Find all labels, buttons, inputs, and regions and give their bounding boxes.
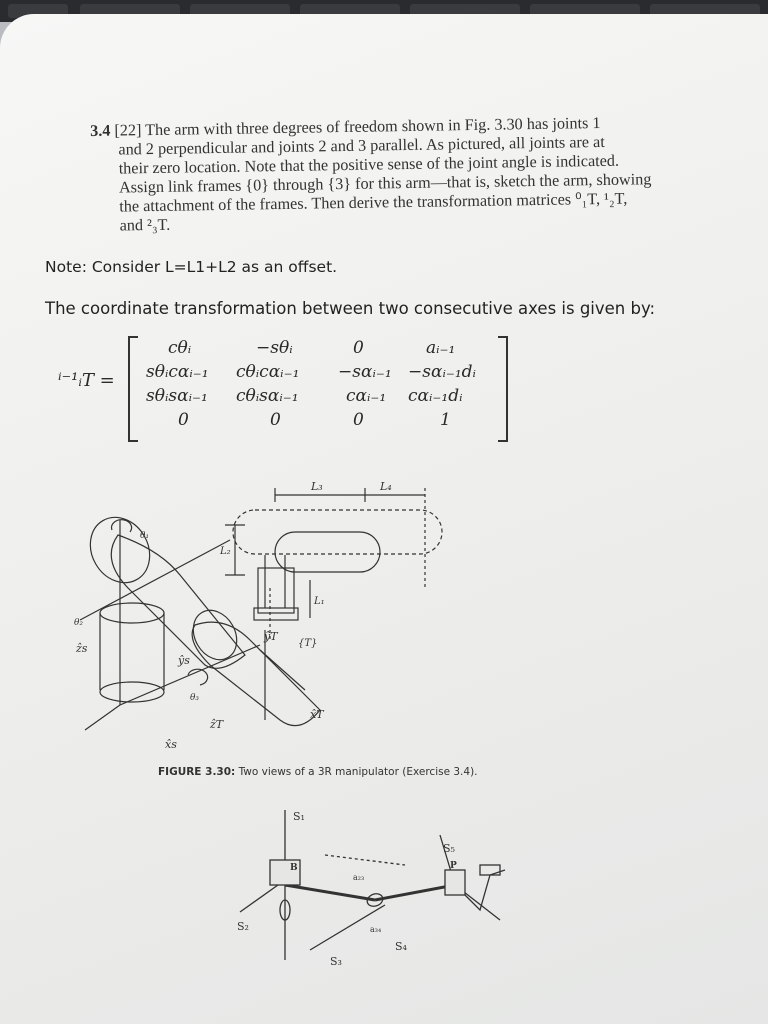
- problem-line-1: [22] The arm with three degrees of freedom shown in Fig. 3.30 has joints 1: [114, 113, 601, 140]
- problem-line-6: and ²₃T.: [119, 215, 171, 235]
- label-zs: ẑs: [76, 642, 88, 655]
- top-view-link: [275, 532, 380, 572]
- matrix-cell: −sαᵢ₋₁: [338, 362, 392, 382]
- matrix-cell: 0: [270, 410, 281, 430]
- problem-line-2: and 2 perpendicular and joints 2 and 3 parallel. As pictured, all joints are at: [118, 132, 605, 159]
- problem-line-4: Assign link frames {0} through {3} for this arm—that is, sketch the arm, showing: [118, 170, 652, 197]
- figure-caption-label: FIGURE 3.30:: [158, 766, 236, 778]
- label-T-frame: {T}: [298, 638, 318, 649]
- label-L1: L₁: [314, 596, 325, 607]
- base-top: [100, 603, 164, 623]
- coordinate-transformation-text: The coordinate transformation between two consecutive axes is given by:: [45, 299, 656, 318]
- label-a23: a₂₃: [353, 873, 365, 882]
- matrix-cell: 1: [440, 410, 451, 430]
- label-xT: x̂T: [310, 708, 324, 721]
- label-theta2: θ₂: [74, 618, 84, 628]
- problem-number: 3.4: [90, 121, 111, 140]
- problem-line-3: their zero location. Note that the positive sense of the joint angle is indicated.: [118, 151, 620, 178]
- top-view-foot: [254, 608, 298, 620]
- top-view-base: [258, 568, 294, 613]
- label-S5: S₅: [443, 842, 455, 855]
- label-S3: S₃: [330, 955, 342, 968]
- problem-line-5: the attachment of the frames. Then derive the transformation matrices ⁰₁T, ¹₂T,: [119, 189, 628, 216]
- label-zT: ẑT: [210, 718, 224, 731]
- matrix-cell: −sαᵢ₋₁dᵢ: [408, 362, 476, 382]
- matrix-cell: sθᵢcαᵢ₋₁: [146, 362, 209, 382]
- problem-statement: [90, 112, 717, 236]
- matrix-cell: cθᵢ: [168, 338, 192, 358]
- label-theta3: θ₃: [190, 693, 200, 703]
- left-bracket: [128, 336, 138, 442]
- matrix-cell: cθᵢsαᵢ₋₁: [236, 386, 299, 406]
- matrix-cell: 0: [353, 338, 364, 358]
- base-bottom: [100, 682, 164, 702]
- matrix-cell: 0: [353, 410, 364, 430]
- label-ys: ŷs: [178, 654, 190, 667]
- label-P: P: [450, 861, 457, 871]
- label-L3: L₃: [311, 480, 323, 493]
- right-bracket: [498, 336, 508, 442]
- label-S2: S₂: [237, 920, 249, 933]
- matrix-cell: 0: [178, 410, 189, 430]
- label-theta1: θ₁: [140, 531, 150, 541]
- figure-caption-text: Two views of a 3R manipulator (Exercise 3.4).: [238, 766, 478, 778]
- label-a34: a₃₄: [370, 925, 382, 934]
- matrix-lhs: ⁱ⁻¹ᵢT =: [58, 370, 115, 391]
- transformation-matrix: [48, 330, 528, 440]
- label-yT: ŷT: [264, 630, 278, 643]
- figure-caption: [158, 766, 478, 778]
- spatial-linkage-diagram: [225, 800, 525, 970]
- matrix-cell: cαᵢ₋₁dᵢ: [408, 386, 463, 406]
- manipulator-figure: [60, 480, 460, 755]
- matrix-cell: −sθᵢ: [256, 338, 293, 358]
- matrix-cell: cθᵢcαᵢ₋₁: [236, 362, 300, 382]
- matrix-cell: cαᵢ₋₁: [346, 386, 387, 406]
- matrix-cell: sθᵢsαᵢ₋₁: [146, 386, 208, 406]
- matrix-cell: aᵢ₋₁: [426, 338, 456, 358]
- label-xs: x̂s: [165, 738, 177, 751]
- label-L2: L₂: [220, 546, 231, 557]
- label-S1: S₁: [293, 810, 305, 823]
- label-S4: S₄: [395, 940, 407, 953]
- label-L4: L₄: [380, 480, 392, 493]
- note-text: Note: Consider L=L1+L2 as an offset.: [45, 258, 338, 276]
- label-B: B: [290, 863, 298, 873]
